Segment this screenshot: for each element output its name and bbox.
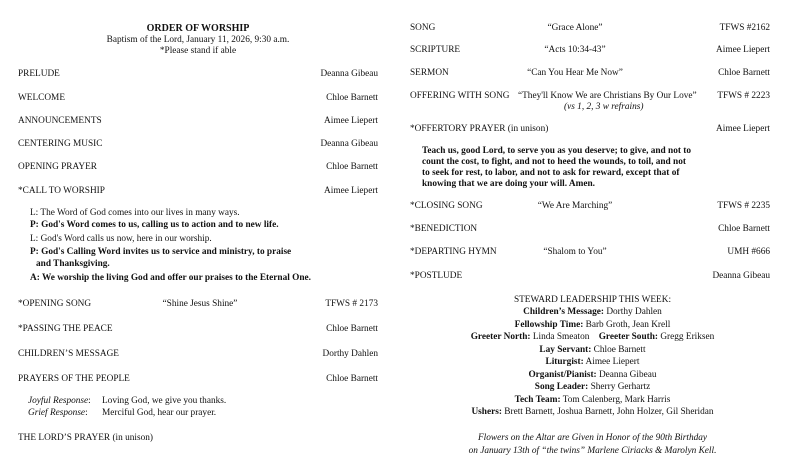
- steward-heading: STEWARD LEADERSHIP THIS WEEK:: [513, 295, 672, 305]
- steward-person: Gregg Eriksen: [660, 332, 715, 342]
- steward-role: Greeter South:: [598, 332, 658, 342]
- welcome-leader: Chloe Barnett: [326, 93, 378, 103]
- offertory-prayer-label: *OFFERTORY PRAYER (in unison): [410, 124, 549, 134]
- service-date: Baptism of the Lord, January 11, 2026, 9:30 a.m.: [106, 35, 290, 45]
- steward-row: [405, 345, 780, 355]
- song-label: SONG: [410, 23, 436, 33]
- joyful-response-label: Joyful Response: [28, 396, 89, 406]
- grief-response-label: Grief Response: [28, 408, 86, 418]
- benediction-leader: Chloe Barnett: [718, 224, 770, 234]
- passing-peace-leader: Chloe Barnett: [326, 324, 378, 334]
- sermon-label: SERMON: [410, 68, 449, 78]
- scripture-reader: Aimee Liepert: [716, 45, 770, 55]
- departing-hymn-title: “Shalom to You”: [543, 247, 607, 257]
- sermon-title: “Can You Hear Me Now”: [527, 68, 623, 78]
- offertory-prayer-text: count the cost, to fight, and not to heed the wounds, to toil, and not: [422, 157, 686, 167]
- sermon-preacher: Chloe Barnett: [718, 68, 770, 78]
- childrens-message-leader: Dorthy Dahlen: [322, 349, 378, 359]
- stand-note: *Please stand if able: [159, 46, 237, 56]
- departing-hymn-label: *DEPARTING HYMN: [410, 247, 497, 257]
- song-ref: TFWS #2162: [719, 23, 770, 33]
- steward-role: Ushers:: [471, 407, 502, 417]
- lords-prayer-label: THE LORD’S PRAYER (in unison): [18, 433, 153, 443]
- centering-label: CENTERING MUSIC: [18, 139, 103, 149]
- scripture-label: SCRIPTURE: [410, 45, 461, 55]
- closing-song-ref: TFWS # 2235: [717, 201, 770, 211]
- steward-person: Linda Smeaton: [532, 332, 590, 342]
- litany-line: L: God's Word calls us now, here in our worship.: [30, 234, 212, 244]
- call-to-worship-label: *CALL TO WORSHIP: [18, 186, 105, 196]
- steward-row: [405, 382, 780, 392]
- offertory-prayer-text: to seek for rest, to labor, and not to ask for reward, except that of: [422, 168, 680, 178]
- steward-person: Sherry Gerhartz: [590, 382, 651, 392]
- steward-person: Chloe Barnett: [593, 345, 646, 355]
- opening-song-label: *OPENING SONG: [18, 299, 92, 309]
- litany-line: P: God's Calling Word invites us to service and ministry, to praise: [30, 247, 292, 257]
- steward-role: Tech Team:: [514, 395, 561, 405]
- steward-role: Fellowship Time:: [514, 320, 584, 330]
- steward-person: Brett Barnett, Joshua Barnett, John Holzer, Gil Sheridan: [504, 407, 714, 417]
- litany-line: A: We worship the living God and offer our praises to the Eternal One.: [30, 273, 311, 283]
- steward-role: Lay Servant:: [539, 345, 592, 355]
- song-title: “Grace Alone”: [547, 23, 603, 33]
- closing-song-label: *CLOSING SONG: [410, 201, 483, 211]
- departing-hymn-ref: UMH #666: [727, 247, 770, 257]
- grief-response-text: Merciful God, hear our prayer.: [102, 408, 217, 418]
- childrens-message-label: CHILDREN’S MESSAGE: [18, 349, 119, 359]
- steward-role: Organist/Pianist:: [528, 370, 597, 380]
- postlude-leader: Deanna Gibeau: [712, 271, 770, 281]
- litany-line: L: The Word of God comes into our lives in many ways.: [30, 208, 240, 218]
- steward-role: Greeter North:: [470, 332, 531, 342]
- steward-row: [405, 357, 780, 367]
- opening-song-ref: TFWS # 2173: [325, 299, 378, 309]
- prayers-leader: Chloe Barnett: [326, 374, 378, 384]
- call-to-worship-leader: Aimee Liepert: [324, 186, 378, 196]
- announcements-label: ANNOUNCEMENTS: [18, 116, 102, 126]
- litany-line: and Thanksgiving.: [36, 259, 110, 269]
- flowers-note: Flowers on the Altar are Given in Honor of the 90th Birthday: [477, 433, 708, 443]
- steward-role: Song Leader:: [534, 382, 589, 392]
- offertory-prayer-leader: Aimee Liepert: [716, 124, 770, 134]
- steward-person: Tom Calenberg, Mark Harris: [562, 395, 671, 405]
- postlude-label: *POSTLUDE: [410, 271, 463, 281]
- flowers-note: on January 13th of “the twins” Marlene Ciriacks & Marolyn Kell.: [468, 446, 717, 456]
- steward-role: Liturgist:: [545, 357, 584, 367]
- prayers-label: PRAYERS OF THE PEOPLE: [18, 374, 130, 384]
- steward-person: Aimee Liepert: [585, 357, 640, 367]
- announcements-leader: Aimee Liepert: [324, 116, 378, 126]
- prelude-leader: Deanna Gibeau: [320, 69, 378, 79]
- grief-response: Grief Response:: [28, 408, 88, 418]
- centering-leader: Deanna Gibeau: [320, 139, 378, 149]
- steward-person: Deanna Gibeau: [598, 370, 657, 380]
- offering-song-title: “They'll Know We are Christians By Our Love”: [518, 91, 697, 101]
- steward-role: Children’s Message:: [523, 307, 604, 317]
- passing-peace-label: *PASSING THE PEACE: [18, 324, 113, 334]
- benediction-label: *BENEDICTION: [410, 224, 478, 234]
- offering-label: OFFERING WITH SONG: [410, 91, 510, 101]
- steward-person: Barb Groth, Jean Krell: [585, 320, 671, 330]
- litany-line: P: God's Word comes to us, calling us to action and to new life.: [30, 220, 279, 230]
- joyful-response-text: Loving God, we give you thanks.: [102, 396, 227, 406]
- opening-prayer-leader: Chloe Barnett: [326, 162, 378, 172]
- steward-row: [405, 407, 780, 417]
- steward-row: [405, 320, 780, 330]
- offering-verses: (vs 1, 2, 3 w refrains): [564, 102, 644, 112]
- prelude-label: PRELUDE: [18, 69, 60, 79]
- offertory-prayer-text: knowing that we are doing your will. Amen.: [422, 179, 595, 189]
- closing-song-title: “We Are Marching”: [537, 201, 613, 211]
- offering-song-ref: TFWS # 2223: [717, 91, 770, 101]
- joyful-response: Joyful Response:: [28, 396, 91, 406]
- steward-row: [405, 307, 780, 317]
- welcome-label: WELCOME: [18, 93, 65, 103]
- steward-row: [405, 332, 780, 342]
- offertory-prayer-text: Teach us, good Lord, to serve you as you deserve; to give, and not to: [422, 146, 692, 156]
- opening-song-title: “Shine Jesus Shine”: [162, 299, 238, 309]
- steward-row: [405, 370, 780, 380]
- steward-row: [405, 395, 780, 405]
- opening-prayer-label: OPENING PRAYER: [18, 162, 97, 172]
- scripture-title: “Acts 10:34-43”: [544, 45, 606, 55]
- steward-person: Dorthy Dahlen: [606, 307, 662, 317]
- page-title: ORDER OF WORSHIP: [146, 23, 250, 34]
